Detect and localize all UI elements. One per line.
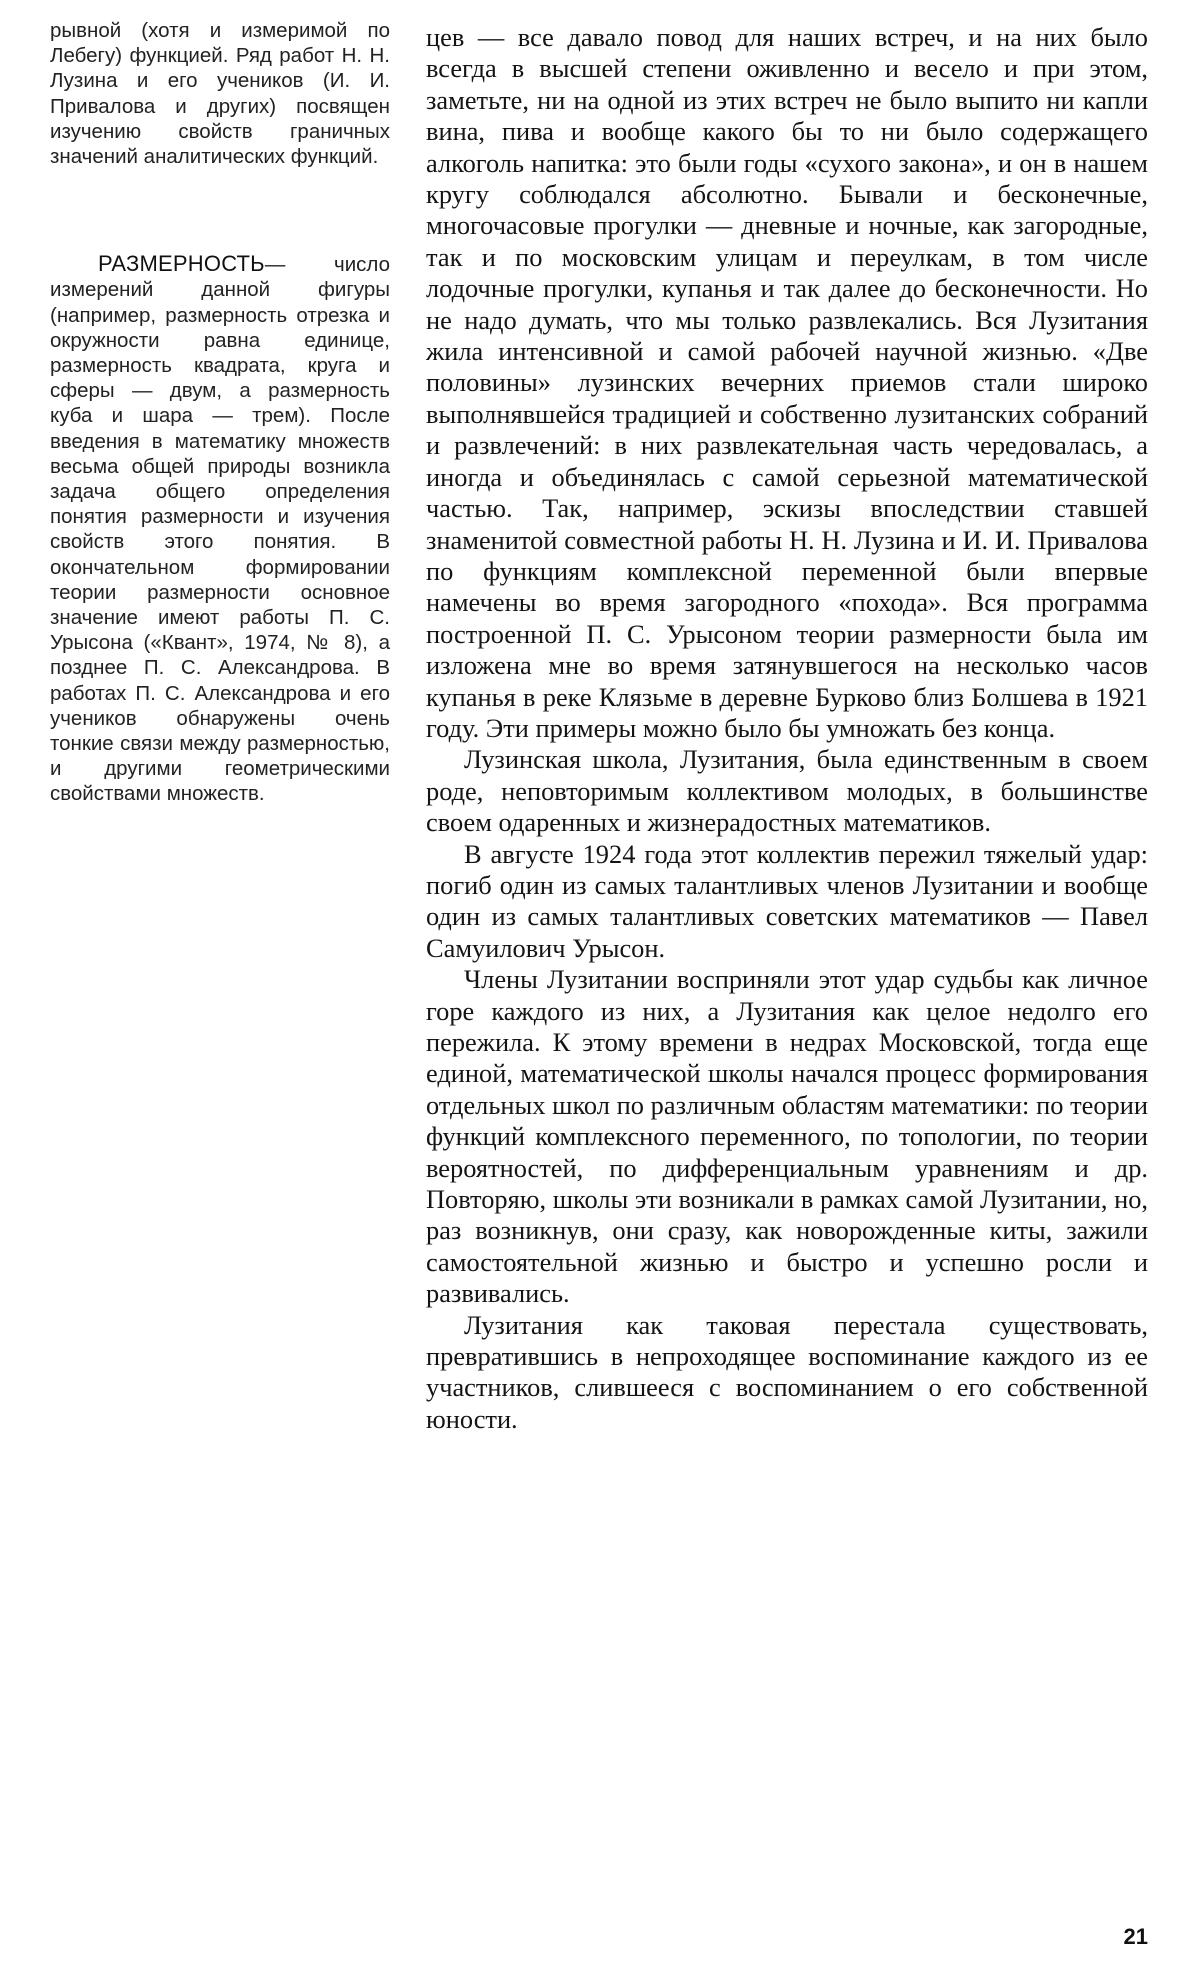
article-paragraph: цев — все давало повод для наших встреч, и на них было всегда в высшей степени оживленно и весело и при этом, заметьте, ни на одной из этих встреч не было выпито ни капли вина, пива и вообще какого бы то ни было содержащего алкоголь напитка: это были годы «сухого закона», и он в нашем кругу соблюдался абсолютно. Бывали и бесконечные, многочасовые прогулки — дневные и ночные, как загородные, так и по московским улицам и переулкам, в том числе лодочные прогулки, купанья и так далее до бесконечности. Но не надо думать, что мы только развлекались. Вся Лузитания жила интенсивной и самой рабочей научной жизнью. «Две половины» лузинских вечерних приемов стали широко выполнявшейся традицией и собственно лузитанских собраний и развлечений: в них развлекательная часть чередовалась, а иногда и объединялась с самой серьезной математической частью. Так, например, эскизы впоследствии ставшей знаменитой совместной работы Н. Н. Лузина и И. И. Привалова по функциям комплексной переменной были впервые намечены во время загородного «похода». Вся программа построенной П. С. Урысоном теории размерности была им изложена мне во время затянувшегося на несколько часов купанья в реке Клязьме в деревне Бурково близ Болшева в 1921 году. Эти примеры можно было бы умножать без конца.	[426, 22, 1148, 743]
article-paragraph: В августе 1924 года этот коллектив пережил тяжелый удар: погиб один из самых талантливых членов Лузитании и вообще один из самых талантливых советских математиков — Павел Самуилович Урысон.	[426, 838, 1148, 963]
margin-note-definition: — число измерений данной фигуры (например, размерность отрезка и окружности равна единице, размерность квадрата, круга и сферы — двум, а размерность куба и шара — трем). После введения в математику множеств весьма общей природы возникла задача общего определения понятия размерности и изучения свойств этого понятия. В окончательном формировании теории размерности основное значение имеют работы П. С. Урысона («Квант», 1974, № 8), а позднее П. С. Александрова. В работах П. С. Александрова и его учеников обнаружены очень тонкие связи между размерностью, и другими геометрическими свойствами множеств.	[50, 253, 390, 806]
page-number: 21	[1123, 1924, 1148, 1949]
article-paragraph: Лузинская школа, Лузитания, была единственным в своем роде, неповторимым коллективом молодых, в большинстве своем одаренных и жизнерадостных математиков.	[426, 744, 1148, 838]
margin-notes-column	[50, 18, 390, 807]
article-paragraph: Лузитания как таковая перестала существовать, превратившись в непроходящее воспоминание каждого из ее участников, слившееся с воспоминанием о его собственной юности.	[426, 1309, 1148, 1434]
article-column	[426, 22, 1148, 1435]
article-paragraph: Члены Лузитании восприняли этот удар судьбы как личное горе каждого из них, а Лузитания как целое недолго его пережила. К этому времени в недрах Московской, тогда еще единой, математической школы начался процесс формирования отдельных школ по различным областям математики: по теории функций комплексного переменного, по топологии, по теории вероятностей, по дифференциальным уравнениям и др. Повторяю, школы эти возникали в рамках самой Лузитании, но, раз возникнув, они сразу, как новорожденные киты, зажили самостоятельной жизнью и быстро и успешно росли и развивались.	[426, 964, 1148, 1309]
margin-note-dimension	[50, 251, 390, 806]
margin-note-term: РАЗМЕРНОСТЬ	[98, 251, 265, 277]
margin-note-continued: рывной (хотя и измеримой по Лебегу) функцией. Ряд работ Н. Н. Лузина и его учеников (И. И. Привалова и других) посвящен изучению свойств граничных значений аналитических функций.	[50, 19, 390, 169]
